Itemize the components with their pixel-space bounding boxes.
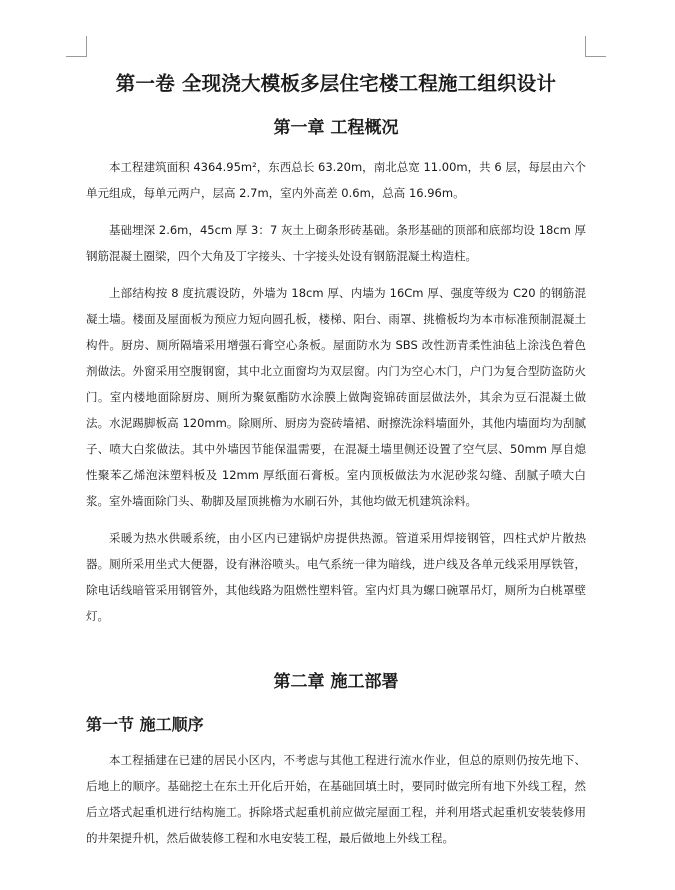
chapter-2-heading: 第二章 施工部署 [273, 672, 399, 692]
paragraph-foundation: 基础埋深 2.6m，45cm 厚 3：7 灰土上砌条形砖基础。条形基础的顶部和底部均设 18cm 厚钢筋混凝土圈梁，四个大角及丁字接头、十字接头处设有钢筋混凝土构造柱。 [86, 223, 586, 263]
section-1-heading: 第一节 施工顺序 [86, 715, 204, 734]
paragraph-superstructure: 上部结构按 8 度抗震设防，外墙为 18cm 厚、内墙为 16Cm 厚、强度等级为 C20 的钢筋混凝土墙。楼面及屋面板为预应力短向圆孔板，楼梯、阳台、雨罩、挑檐板均为本市标准预制混凝土构件。厨房、厕所隔墙采用增强石膏空心条板。屋面防水为 SBS 改性沥青柔性油毡上涂浅色着色剂做法。外窗采用空腹钢窗，其中北立面窗均为双层窗。内门为空心木门，户门为复合型防盗防火门。室内楼地面除厨房、厕所为聚氨酯防水涂膜上做陶瓷锦砖面层做法外，其余为豆石混凝土做法。水泥踢脚板高 120mm。除厕所、厨房为瓷砖墙裙、耐擦洗涂料墙面外，其他内墙面均为刮腻子、喷大白浆做法。其中外墙因节能保温需要，在混凝土墙里侧还设置了空气层、50mm 厚自熄性聚苯乙烯泡沫塑料板及 12mm 厚纸面石膏板。室内顶板做法为水泥砂浆勾缝、刮腻子喷大白浆。室外墙面除门头、勒脚及屋顶挑檐为水刷石外，其他均做无机建筑涂料。 [86, 286, 586, 508]
document-title: 第一卷 全现浇大模板多层住宅楼工程施工组织设计 [115, 72, 557, 95]
paragraph-construction-sequence: 本工程插建在已建的居民小区内，不考虑与其他工程进行流水作业，但总的原则仍按先地下、后地上的顺序。基础挖土在东土开化后开始，在基础回填土时，要同时做完所有地下外线工程，然后立塔式起重机进行结构施工。拆除塔式起重机前应做完屋面工程，并利用塔式起重机安装装修用的井架提升机，然后做装修工程和水电安装工程，最后做地上外线工程。 [86, 753, 586, 845]
chapter-1-heading: 第一章 工程概况 [273, 118, 399, 138]
paragraph-overview: 本工程建筑面积 4364.95m²，东西总长 63.20m，南北总宽 11.00m，共 6 层，每层由六个单元组成，每单元两户，层高 2.7m，室内外高差 0.6m，总高 16.96m。 [86, 160, 586, 200]
document-body [86, 66, 586, 851]
paragraph-services: 采暖为热水供暖系统，由小区内已建锅炉房提供热源。管道采用焊接钢管，四柱式炉片散热器。厕所采用坐式大便器，设有淋浴喷头。电气系统一律为暗线，进户线及各单元线采用厚铁管，除电话线暗管采用钢管外，其他线路为阻燃性塑料管。室内灯具为螺口碗罩吊灯，厕所为白桃罩壁灯。 [86, 531, 586, 623]
page-corner-mark-top-right [585, 36, 606, 57]
page-corner-mark-top-left [66, 36, 87, 57]
